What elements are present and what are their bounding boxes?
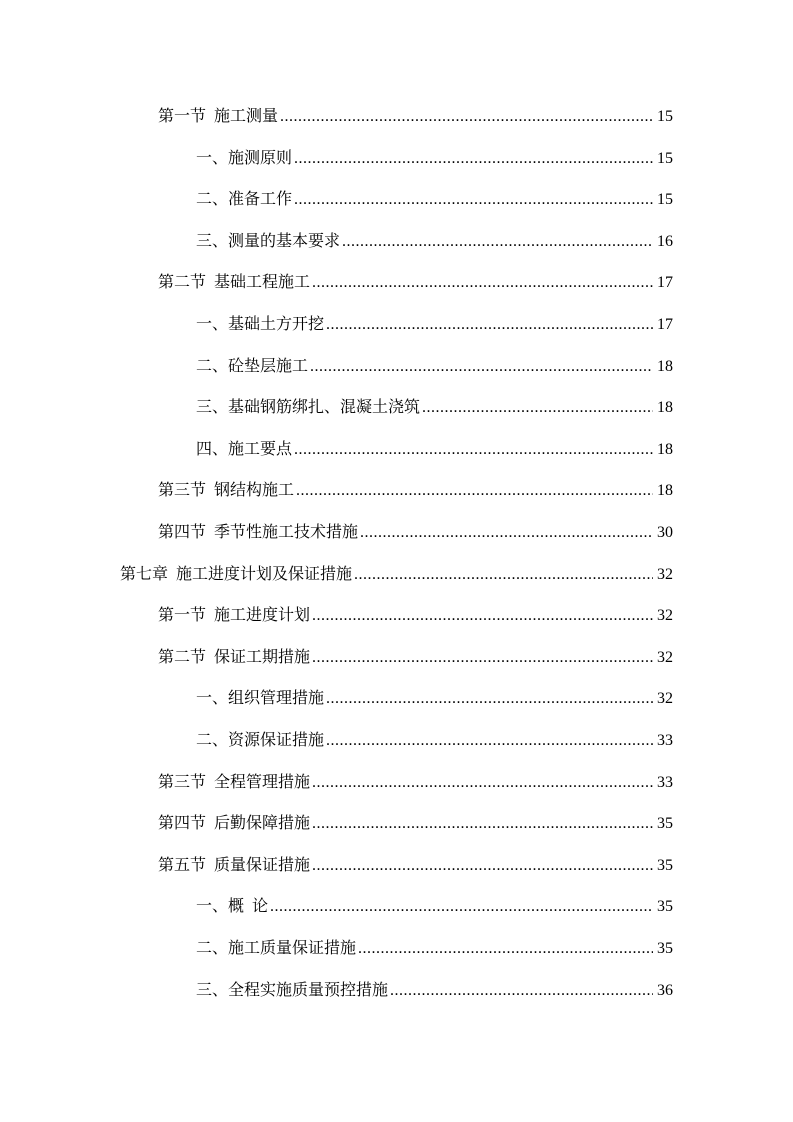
toc-entry-page: 18 bbox=[657, 357, 673, 375]
toc-entry[interactable] bbox=[158, 772, 673, 794]
toc-entry[interactable] bbox=[158, 272, 673, 294]
toc-entry-page: 30 bbox=[657, 524, 673, 541]
toc-entry[interactable] bbox=[196, 730, 673, 752]
dot-leader bbox=[312, 272, 653, 294]
toc-entry-page: 35 bbox=[657, 940, 673, 957]
toc-entry[interactable] bbox=[196, 314, 673, 336]
toc-entry-page: 15 bbox=[657, 108, 673, 125]
dot-leader bbox=[312, 772, 653, 794]
toc-entry-label: 第四节 季节性施工技术措施 bbox=[158, 524, 359, 541]
toc-entry-page: 32 bbox=[657, 690, 673, 708]
toc-entry[interactable] bbox=[158, 522, 673, 544]
dot-leader bbox=[312, 647, 653, 669]
toc-entry[interactable] bbox=[158, 813, 673, 835]
dot-leader bbox=[312, 605, 653, 627]
toc-entry-page: 35 bbox=[657, 856, 673, 874]
toc-entry[interactable] bbox=[120, 564, 673, 586]
toc-entry-label: 一、组织管理措施 bbox=[196, 690, 325, 708]
toc-entry-label: 一、施测原则 bbox=[196, 149, 293, 167]
dot-leader bbox=[326, 314, 653, 336]
dot-leader bbox=[312, 813, 653, 835]
toc-entry-label: 第四节 后勤保障措施 bbox=[158, 815, 311, 833]
toc-entry-label: 三、测量的基本要求 bbox=[196, 232, 341, 250]
toc-entry-label: 一、概 论 bbox=[196, 898, 269, 916]
toc-entry-label: 三、基础钢筋绑扎、混凝土浇筑 bbox=[196, 399, 421, 417]
toc-entry-label: 第五节 质量保证措施 bbox=[158, 856, 311, 874]
toc-entry-label: 一、基础土方开挖 bbox=[196, 316, 325, 333]
toc-entry[interactable] bbox=[196, 896, 673, 918]
dot-leader bbox=[294, 189, 653, 211]
toc-entry[interactable] bbox=[196, 938, 673, 960]
toc-entry-page: 36 bbox=[657, 981, 673, 999]
dot-leader bbox=[280, 106, 653, 128]
dot-leader bbox=[294, 148, 653, 170]
dot-leader bbox=[358, 938, 653, 960]
toc-entry[interactable] bbox=[158, 106, 673, 128]
toc-entry[interactable] bbox=[196, 688, 673, 710]
toc-entry-label: 二、准备工作 bbox=[196, 191, 293, 209]
toc-entry-page: 17 bbox=[657, 274, 673, 292]
toc-entry-page: 18 bbox=[657, 482, 673, 500]
toc-entry-label: 第七章 施工进度计划及保证措施 bbox=[120, 565, 353, 583]
toc-entry-label: 第一节 施工测量 bbox=[158, 108, 279, 125]
toc-entry[interactable] bbox=[196, 189, 673, 211]
dot-leader bbox=[296, 480, 653, 502]
toc-entry-label: 第三节 钢结构施工 bbox=[158, 482, 295, 500]
toc-entry-page: 35 bbox=[657, 815, 673, 833]
toc-entry[interactable] bbox=[158, 647, 673, 669]
toc-entry-page: 35 bbox=[657, 898, 673, 916]
toc-entry[interactable] bbox=[196, 980, 673, 1002]
toc-entry-label: 第三节 全程管理措施 bbox=[158, 773, 311, 791]
dot-leader bbox=[326, 688, 653, 710]
toc-entry-label: 第一节 施工进度计划 bbox=[158, 607, 311, 625]
toc-entry-label: 第二节 保证工期措施 bbox=[158, 648, 311, 666]
toc-entry-page: 32 bbox=[657, 565, 673, 583]
toc-entry-page: 32 bbox=[657, 648, 673, 666]
dot-leader bbox=[270, 896, 653, 918]
toc-entry[interactable] bbox=[158, 855, 673, 877]
toc-entry-page: 15 bbox=[657, 149, 673, 167]
dot-leader bbox=[310, 356, 653, 378]
toc-entry[interactable] bbox=[196, 397, 673, 419]
toc-entry-page: 15 bbox=[657, 191, 673, 209]
dot-leader bbox=[360, 522, 653, 544]
dot-leader bbox=[390, 980, 653, 1002]
dot-leader bbox=[326, 730, 653, 752]
dot-leader bbox=[294, 439, 653, 461]
toc-entry[interactable] bbox=[158, 605, 673, 627]
toc-entry-label: 二、砼垫层施工 bbox=[196, 357, 309, 375]
toc-entry-page: 17 bbox=[657, 316, 673, 333]
toc-entry-label: 第二节 基础工程施工 bbox=[158, 274, 311, 292]
toc-entry[interactable] bbox=[196, 356, 673, 378]
toc-entry-page: 32 bbox=[657, 607, 673, 625]
toc-entry-page: 16 bbox=[657, 232, 673, 250]
dot-leader bbox=[312, 855, 653, 877]
toc-entry[interactable] bbox=[196, 439, 673, 461]
toc-entry[interactable] bbox=[158, 480, 673, 502]
toc-entry-label: 四、施工要点 bbox=[196, 440, 293, 458]
toc-entry-page: 33 bbox=[657, 732, 673, 749]
toc-entry-page: 18 bbox=[657, 440, 673, 458]
toc-entry[interactable] bbox=[196, 148, 673, 170]
dot-leader bbox=[422, 397, 653, 419]
toc-entry-label: 二、资源保证措施 bbox=[196, 732, 325, 749]
toc-entry-label: 二、施工质量保证措施 bbox=[196, 940, 357, 957]
toc-entry-page: 33 bbox=[657, 773, 673, 791]
toc-entry[interactable] bbox=[196, 231, 673, 253]
toc-entry-label: 三、全程实施质量预控措施 bbox=[196, 981, 389, 999]
dot-leader bbox=[354, 564, 653, 586]
dot-leader bbox=[342, 231, 653, 253]
toc-entry-page: 18 bbox=[657, 399, 673, 417]
